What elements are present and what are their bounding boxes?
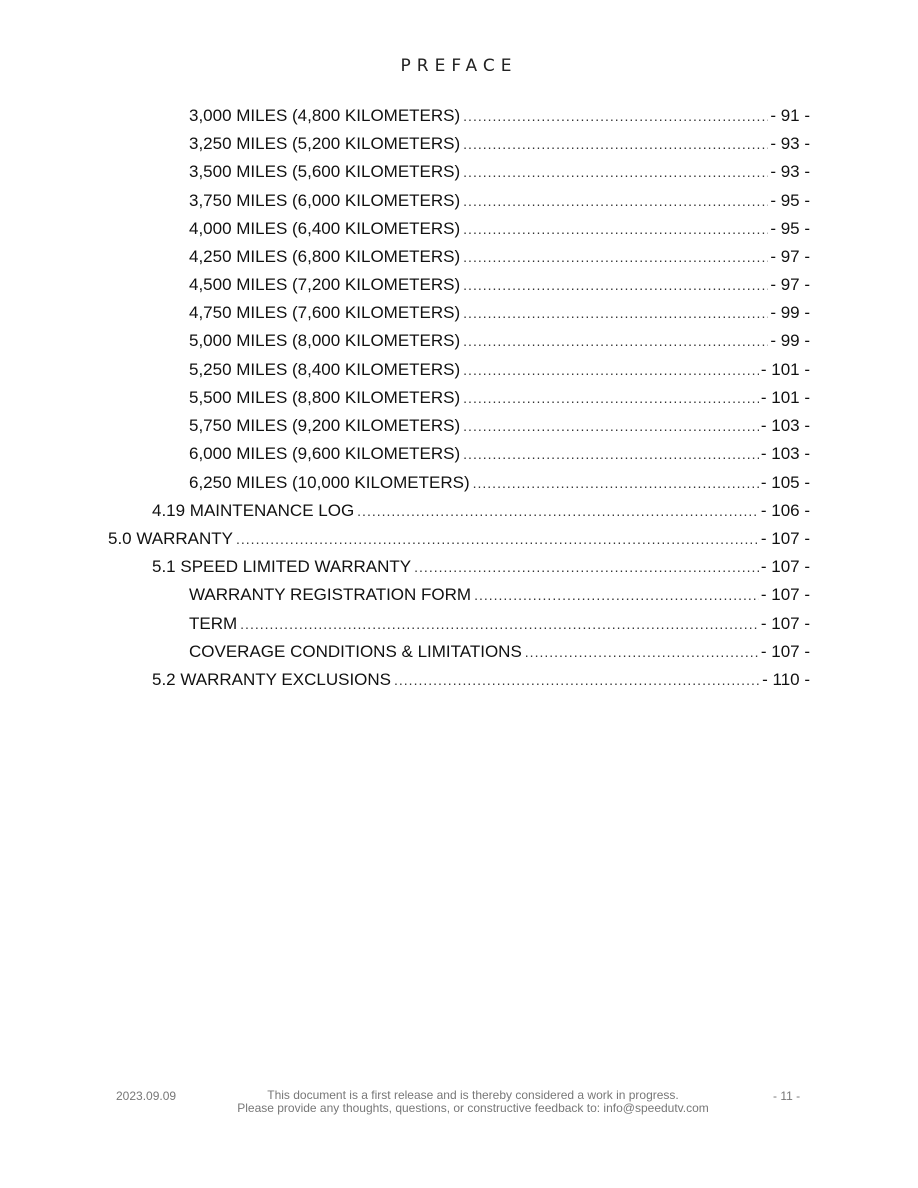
toc-entry-label: 4,500 MILES (7,200 KILOMETERS) bbox=[189, 275, 461, 294]
toc-entry[interactable] bbox=[189, 162, 810, 190]
toc-entry-page: - 105 - bbox=[760, 473, 810, 492]
toc-entry[interactable] bbox=[189, 585, 810, 613]
dot-leader bbox=[394, 672, 760, 688]
toc-entry-page: - 106 - bbox=[760, 501, 810, 520]
toc-entry-label: 4,000 MILES (6,400 KILOMETERS) bbox=[189, 219, 461, 238]
toc-entry-label: 3,750 MILES (6,000 KILOMETERS) bbox=[189, 191, 461, 210]
toc-entry-label: 5.1 SPEED LIMITED WARRANTY bbox=[152, 557, 412, 576]
toc-entry-page: - 93 - bbox=[770, 162, 810, 181]
toc-entry-label: 6,000 MILES (9,600 KILOMETERS) bbox=[189, 444, 461, 463]
toc-entry-page: - 95 - bbox=[770, 191, 810, 210]
dot-leader bbox=[463, 305, 768, 321]
toc-entry[interactable] bbox=[189, 275, 810, 303]
toc-entry[interactable] bbox=[189, 473, 810, 501]
toc-entry-page: - 91 - bbox=[770, 106, 810, 125]
toc-entry-page: - 107 - bbox=[760, 614, 810, 633]
toc-entry[interactable] bbox=[189, 360, 810, 388]
footer-date: 2023.09.09 bbox=[116, 1089, 177, 1103]
toc-entry-page: - 97 - bbox=[770, 247, 810, 266]
toc-entry[interactable] bbox=[189, 247, 810, 275]
dot-leader bbox=[240, 616, 759, 632]
footer-message-line1: This document is a first release and is thereby considered a work in progress. bbox=[267, 1088, 679, 1102]
dot-leader bbox=[463, 136, 768, 152]
toc-entry-label: 4,750 MILES (7,600 KILOMETERS) bbox=[189, 303, 461, 322]
toc-entry-label: 6,250 MILES (10,000 KILOMETERS) bbox=[189, 473, 470, 492]
toc-entry[interactable] bbox=[189, 614, 810, 642]
dot-leader bbox=[525, 644, 759, 660]
toc-entry-page: - 107 - bbox=[760, 585, 810, 604]
dot-leader bbox=[463, 164, 768, 180]
dot-leader bbox=[474, 587, 759, 603]
toc-entry-page: - 99 - bbox=[770, 331, 810, 350]
toc-entry[interactable] bbox=[189, 219, 810, 247]
toc-entry-page: - 101 - bbox=[760, 360, 810, 379]
toc-entry-page: - 93 - bbox=[770, 134, 810, 153]
dot-leader bbox=[463, 446, 759, 462]
toc-entry-label: 5,000 MILES (8,000 KILOMETERS) bbox=[189, 331, 461, 350]
toc-entry[interactable] bbox=[152, 670, 810, 698]
toc-entry-label: 5,500 MILES (8,800 KILOMETERS) bbox=[189, 388, 461, 407]
footer-message-line2: Please provide any thoughts, questions, or constructive feedback to: info@speedutv.com bbox=[237, 1101, 709, 1115]
toc-entry-label: 5.2 WARRANTY EXCLUSIONS bbox=[152, 670, 392, 689]
toc-entry-label: 3,250 MILES (5,200 KILOMETERS) bbox=[189, 134, 461, 153]
page-title: PREFACE bbox=[400, 56, 518, 76]
toc-entry[interactable] bbox=[189, 642, 810, 670]
dot-leader bbox=[236, 531, 759, 547]
toc-entry-page: - 99 - bbox=[770, 303, 810, 322]
toc-entry-page: - 103 - bbox=[760, 416, 810, 435]
toc-entry-label: 4,250 MILES (6,800 KILOMETERS) bbox=[189, 247, 461, 266]
dot-leader bbox=[463, 108, 768, 124]
toc-entry[interactable] bbox=[189, 444, 810, 472]
dot-leader bbox=[463, 193, 768, 209]
dot-leader bbox=[463, 390, 759, 406]
toc-entry[interactable] bbox=[189, 106, 810, 134]
toc-entry-label: 4.19 MAINTENANCE LOG bbox=[152, 501, 355, 520]
toc-entry-page: - 107 - bbox=[760, 557, 810, 576]
toc-entry-label: 5.0 WARRANTY bbox=[108, 529, 234, 548]
toc-entry-label: WARRANTY REGISTRATION FORM bbox=[189, 585, 472, 604]
toc-entry[interactable] bbox=[152, 501, 810, 529]
dot-leader bbox=[463, 418, 759, 434]
toc-entry[interactable] bbox=[108, 529, 810, 557]
footer-page-number: - 11 - bbox=[773, 1089, 801, 1103]
dot-leader bbox=[357, 503, 759, 519]
toc-entry-label: 5,250 MILES (8,400 KILOMETERS) bbox=[189, 360, 461, 379]
toc-entry-page: - 101 - bbox=[760, 388, 810, 407]
dot-leader bbox=[414, 559, 759, 575]
dot-leader bbox=[463, 277, 768, 293]
toc-entry[interactable] bbox=[152, 557, 810, 585]
toc-entry-page: - 95 - bbox=[770, 219, 810, 238]
toc-entry[interactable] bbox=[189, 134, 810, 162]
toc-entry-page: - 110 - bbox=[762, 670, 810, 689]
toc-entry[interactable] bbox=[189, 416, 810, 444]
toc-entry-page: - 107 - bbox=[760, 642, 810, 661]
toc-entry[interactable] bbox=[189, 303, 810, 331]
toc-entry[interactable] bbox=[189, 388, 810, 416]
toc-entry[interactable] bbox=[189, 191, 810, 219]
toc-entry-page: - 107 - bbox=[760, 529, 810, 548]
toc-entry-label: 3,500 MILES (5,600 KILOMETERS) bbox=[189, 162, 461, 181]
toc-entry-label: 5,750 MILES (9,200 KILOMETERS) bbox=[189, 416, 461, 435]
toc-entry-page: - 103 - bbox=[760, 444, 810, 463]
dot-leader bbox=[463, 362, 759, 378]
dot-leader bbox=[463, 221, 768, 237]
toc-entry[interactable] bbox=[189, 331, 810, 359]
dot-leader bbox=[463, 333, 768, 349]
toc-entry-page: - 97 - bbox=[770, 275, 810, 294]
dot-leader bbox=[463, 249, 768, 265]
dot-leader bbox=[473, 475, 759, 491]
toc-entry-label: TERM bbox=[189, 614, 238, 633]
toc-entry-label: COVERAGE CONDITIONS & LIMITATIONS bbox=[189, 642, 522, 661]
toc-entry-label: 3,000 MILES (4,800 KILOMETERS) bbox=[189, 106, 461, 125]
